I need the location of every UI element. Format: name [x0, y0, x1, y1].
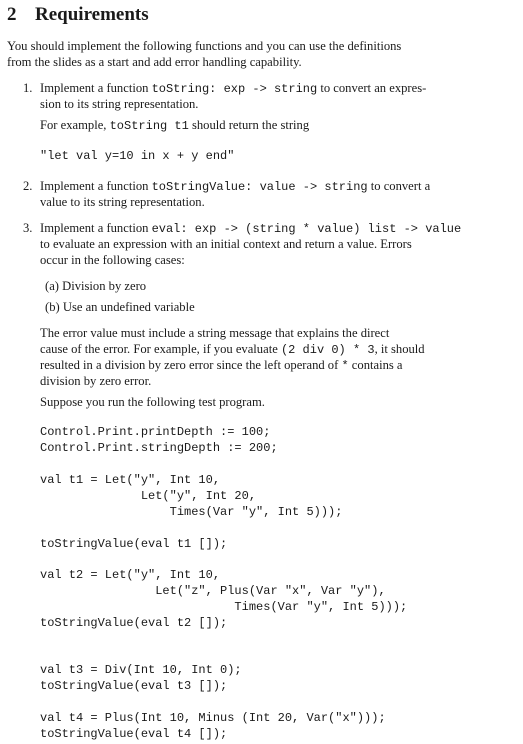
error-para-line-2-pre: cause of the error. For example, if you evaluate — [40, 342, 281, 356]
error-para-line-4: division by zero error. — [40, 374, 152, 388]
error-case-b-label: (b) — [45, 300, 60, 314]
error-case-b-text: Use an undefined variable — [62, 300, 195, 314]
code-line: Control.Print.stringDepth := 200; — [40, 441, 278, 455]
code-block-t4 — [40, 710, 386, 742]
item-1-result-string: "let val y=10 in x + y end" — [40, 149, 235, 163]
item-1-example — [40, 117, 309, 134]
code-line: Let("z", Plus(Var "x", Var "y"), — [40, 584, 386, 598]
code-block-eval-t1 — [40, 536, 227, 552]
item-1-signature: toString: exp -> string — [151, 82, 318, 96]
item-1-text: Implement a function — [40, 81, 152, 95]
item-1-line-1 — [40, 80, 426, 97]
error-case-a-label: (a) — [45, 279, 59, 293]
error-para-line-1: The error value must include a string message that explains the direct — [40, 326, 390, 340]
code-line: val t3 = Div(Int 10, Int 0); — [40, 663, 242, 677]
error-para-line-2-post: , it should — [374, 342, 425, 356]
operator-code: * — [341, 359, 349, 373]
item-2-signature: toStringValue: value -> string — [151, 180, 368, 194]
item-3-line-3: occur in the following cases: — [40, 253, 185, 267]
code-block-t2 — [40, 567, 407, 631]
item-3-line-1 — [40, 220, 461, 237]
error-case-a-text: Division by zero — [62, 279, 147, 293]
code-line: val t1 = Let("y", Int 10, — [40, 473, 221, 487]
item-1-example-post: should return the string — [188, 118, 310, 132]
item-2-text-tail: to convert a — [367, 179, 431, 193]
item-1-example-code: toString t1 — [109, 119, 189, 133]
error-case-b — [45, 299, 195, 315]
code-block-t3 — [40, 662, 242, 694]
intro-line-2: from the slides as a start and add error handling capability. — [7, 55, 302, 69]
error-para-line-3-pre: resulted in a division by zero error since the left operand of — [40, 358, 342, 372]
section-heading — [7, 4, 149, 26]
code-block-settings — [40, 424, 278, 456]
section-number: 2 — [7, 4, 17, 25]
item-2-line-2: value to its string representation. — [40, 195, 205, 209]
code-line: Times(Var "y", Int 5))); — [40, 600, 408, 614]
item-1-text-tail: to convert an expres- — [317, 81, 427, 95]
suppose-text: Suppose you run the following test program. — [40, 395, 265, 409]
code-line: toStringValue(eval t1 []); — [40, 537, 228, 551]
item-3-signature: eval: exp -> (string * value) list -> value — [151, 222, 462, 236]
item-3-number: 3. — [23, 221, 33, 235]
error-para-line-3 — [40, 357, 403, 374]
code-line: toStringValue(eval t2 []); — [40, 616, 228, 630]
error-para-line-3-post: contains a — [348, 358, 403, 372]
item-2-number: 2. — [23, 179, 33, 193]
code-line: toStringValue(eval t4 []); — [40, 727, 228, 741]
error-para-line-2 — [40, 341, 425, 358]
code-block-t1 — [40, 472, 342, 520]
item-3-text: Implement a function — [40, 221, 152, 235]
code-line: val t2 = Let("y", Int 10, — [40, 568, 221, 582]
error-example-code: (2 div 0) * 3 — [280, 343, 375, 357]
item-1-example-pre: For example, — [40, 118, 110, 132]
item-3-line-2: to evaluate an expression with an initial context and return a value. Errors — [40, 237, 412, 251]
item-1-number: 1. — [23, 81, 33, 95]
intro-line-1: You should implement the following functions and you can use the definitions — [7, 39, 402, 53]
code-line: Times(Var "y", Int 5))); — [40, 505, 343, 519]
item-1-line-2: sion to its string representation. — [40, 97, 199, 111]
code-line: Let("y", Int 20, — [40, 489, 257, 503]
item-2-text: Implement a function — [40, 179, 152, 193]
code-line: val t4 = Plus(Int 10, Minus (Int 20, Var("x"))); — [40, 711, 386, 725]
item-2-line-1 — [40, 178, 430, 195]
code-line: toStringValue(eval t3 []); — [40, 679, 228, 693]
error-case-a — [45, 278, 146, 294]
section-title: Requirements — [35, 4, 149, 25]
code-line: Control.Print.printDepth := 100; — [40, 425, 271, 439]
